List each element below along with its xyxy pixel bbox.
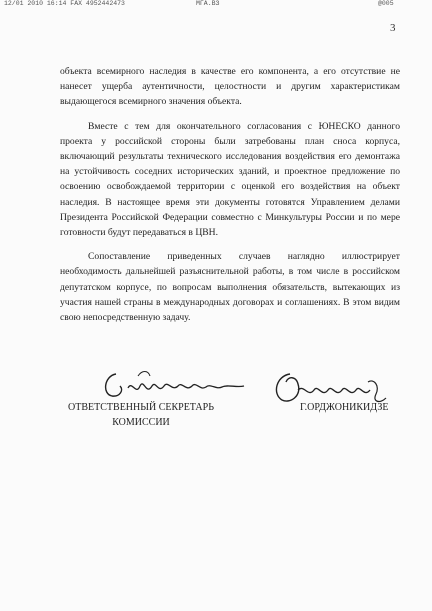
paragraph: объекта всемирного наследия в качестве его компонента, а его отсутствие не нанесет ущерба аутентичности, целостности и другим характеристикам выдающегося всемирного значения объекта.: [60, 66, 400, 108]
signatory-title-line2: КОМИССИИ: [112, 417, 170, 428]
paragraph: Сопоставление приведенных случаев наглядно иллюстрирует необходимость дальнейшей разъяснительной работы, в том числе в российском депутатском корпусе, по вопросам выполнения обязательств, вытекающих из участия нашей страны в международных договорах и соглашениях. В этом видим свою непосредственную задачу.: [60, 251, 400, 324]
page-number: 3: [390, 22, 396, 34]
letter-body: [60, 64, 400, 325]
signatory-name: Г.ОРДЖОНИКИДЗЕ: [300, 402, 389, 413]
fax-header-middle: МГА.ВЗ: [196, 0, 220, 7]
paragraph: Вместе с тем для окончательного согласования с ЮНЕСКО данного проекта у российской стороны были затребованы план сноса корпуса, включающий результаты технического исследования воздействия его демонтажа на устойчивость соседних исторических зданий, и проектное предложение по освоению освобождаемой территории с оценкой его воздействия на объект наследия. В настоящее время эти документы готовятся Управлением делами Президента Российской Федерации совместно с Минкультуры России и по мере готовности будут передаваться в ЦВН.: [60, 120, 400, 239]
signatory-title-line1: ОТВЕТСТВЕННЫЙ СЕКРЕТАРЬ: [68, 402, 214, 413]
fax-header-left: 12/01 2010 16:14 FAX 4952442473: [4, 0, 125, 7]
fax-header: [0, 0, 432, 8]
signatory-title: [66, 400, 216, 430]
fax-header-right: @005: [378, 0, 394, 7]
